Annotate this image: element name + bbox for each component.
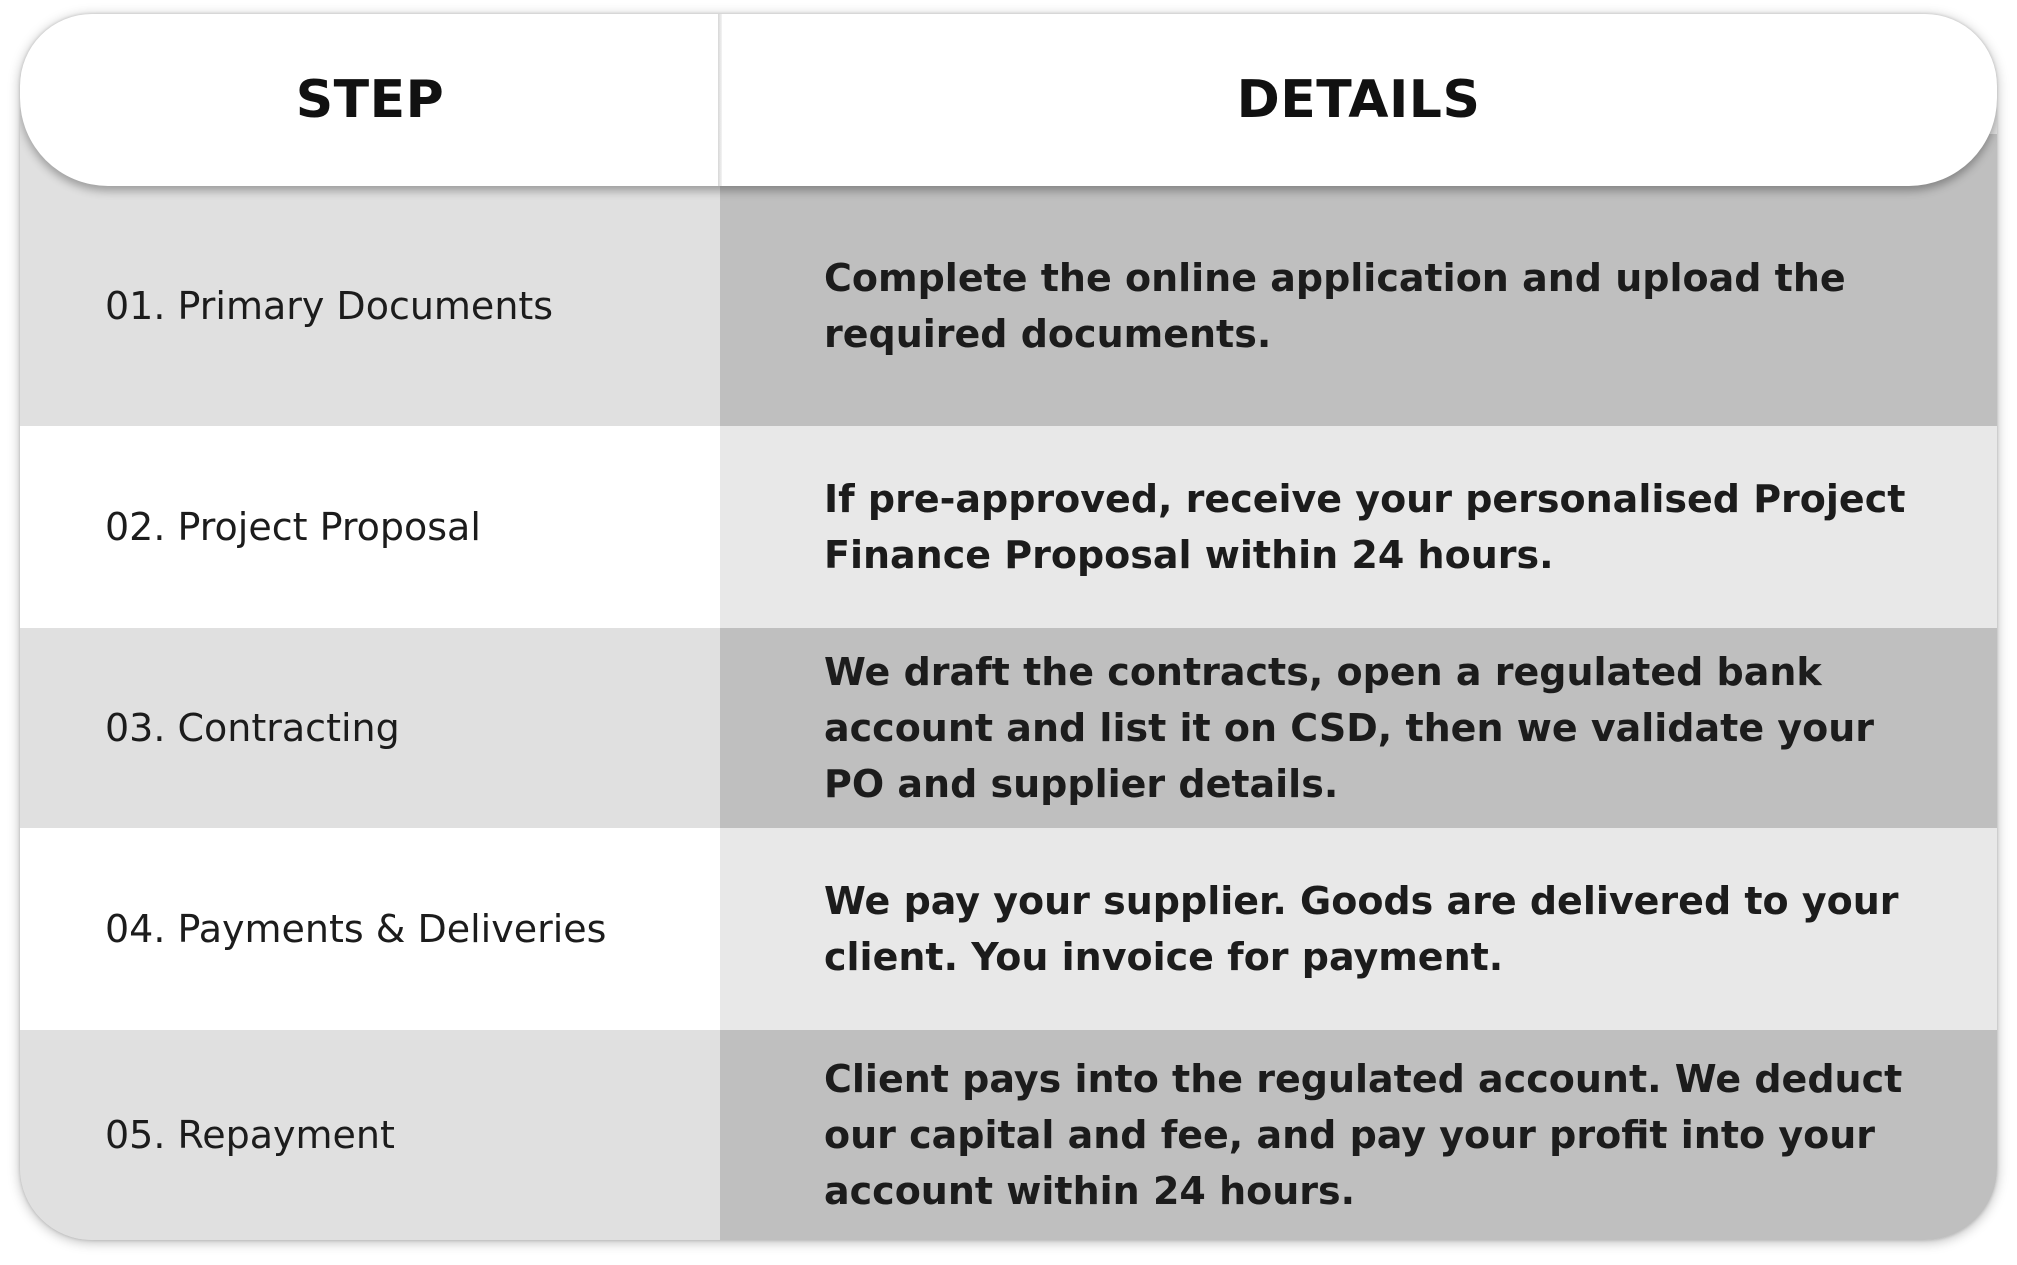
header-divider <box>718 14 722 186</box>
details-cell: If pre-approved, receive your personalised Project Finance Proposal within 24 hours. <box>720 426 1997 628</box>
step-cell: 01. Primary Documents <box>20 134 720 426</box>
table-row <box>20 426 1997 628</box>
process-steps-table <box>20 14 1997 1240</box>
step-cell: 04. Payments & Deliveries <box>20 828 720 1030</box>
table-row <box>20 628 1997 828</box>
step-column-header: STEP <box>295 70 445 130</box>
details-cell: Complete the online application and upload the required documents. <box>720 134 1997 426</box>
step-cell: 05. Repayment <box>20 1030 720 1240</box>
details-cell: We pay your supplier. Goods are delivered to your client. You invoice for payment. <box>720 828 1997 1030</box>
details-cell: Client pays into the regulated account. We deduct our capital and fee, and pay your profit into your account within 24 hours. <box>720 1030 1997 1240</box>
details-cell: We draft the contracts, open a regulated bank account and list it on CSD, then we validate your PO and supplier details. <box>720 628 1997 828</box>
step-cell: 02. Project Proposal <box>20 426 720 628</box>
details-column-header: DETAILS <box>1236 70 1481 130</box>
table-row <box>20 1030 1997 1240</box>
table-header <box>20 14 1997 186</box>
step-cell: 03. Contracting <box>20 628 720 828</box>
table-row <box>20 828 1997 1030</box>
